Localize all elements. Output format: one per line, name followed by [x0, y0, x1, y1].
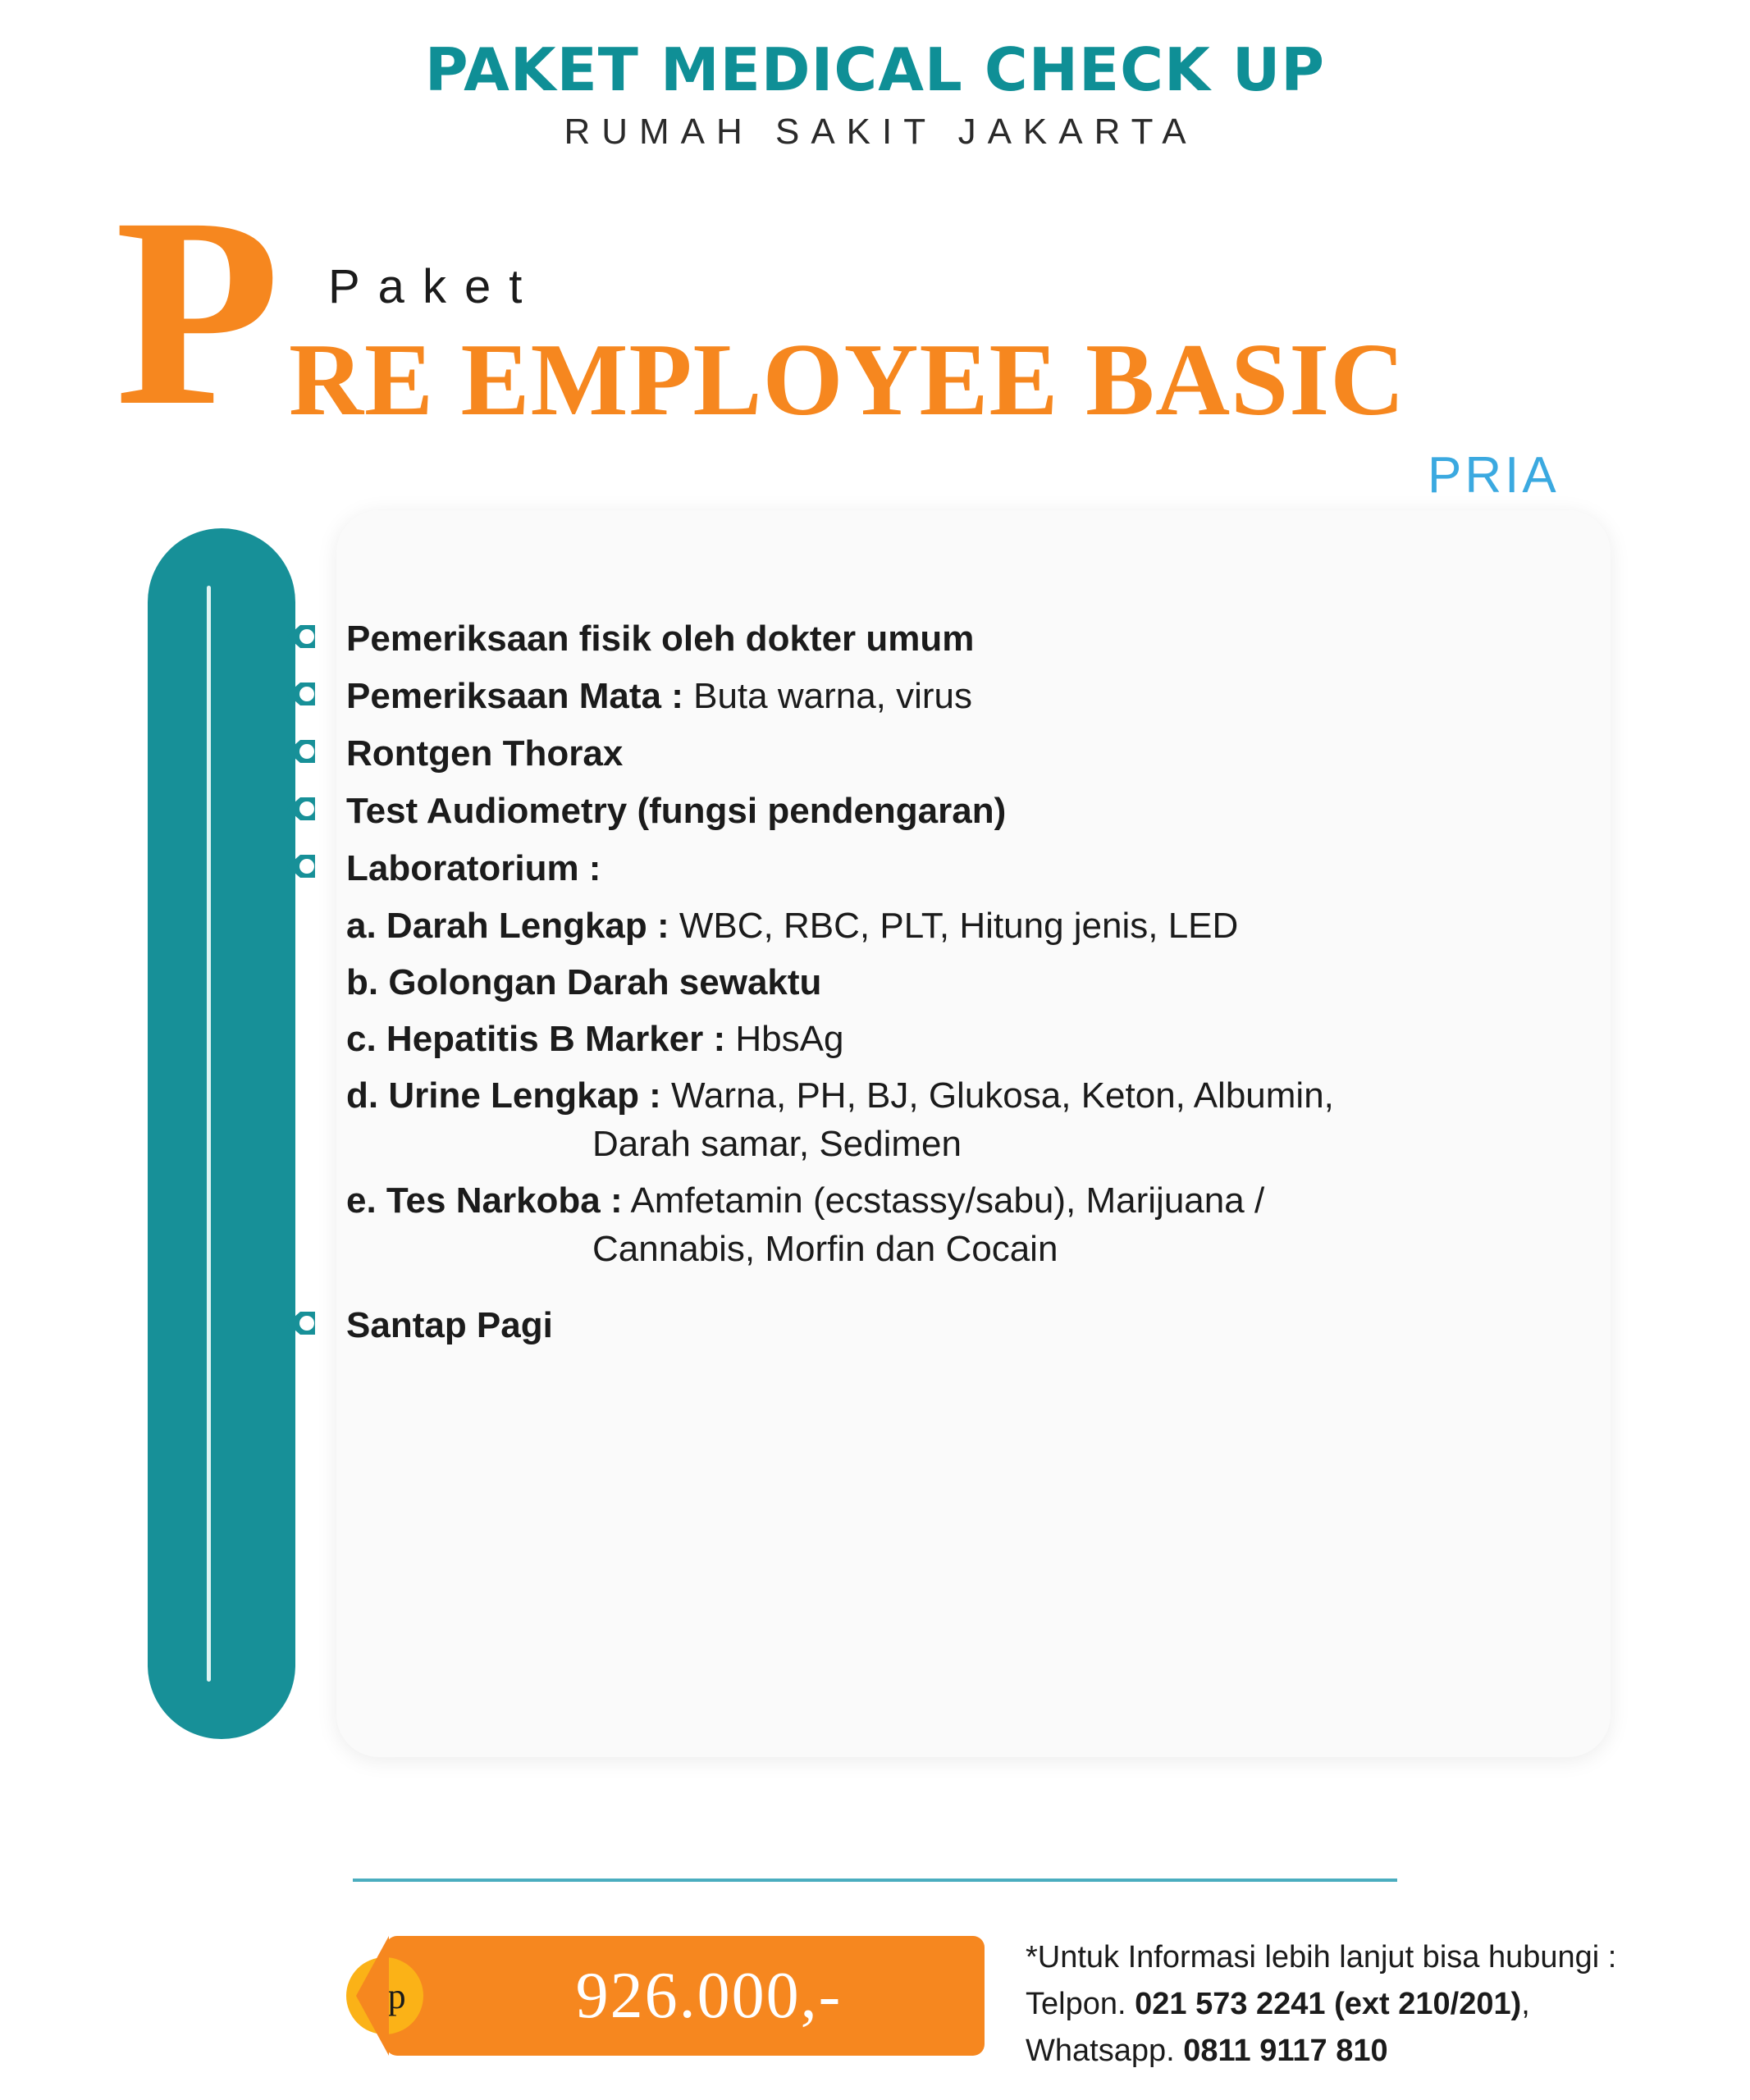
list-item [287, 615, 1545, 663]
list-item-label: Laboratorium : [346, 847, 601, 888]
contact-info [1026, 1934, 1616, 2075]
list-item-text [346, 791, 1006, 831]
page-footer [0, 1920, 1750, 2100]
lab-item-value: Warna, PH, BJ, Glukosa, Keton, Albumin, [660, 1075, 1334, 1116]
lab-item-continuation: Cannabis, Morfin dan Cocain [592, 1228, 1058, 1269]
lab-item-label: a. Darah Lengkap : [346, 905, 669, 946]
price-badge [363, 1936, 985, 2056]
diamond-bullet-icon [287, 620, 323, 653]
list-item [287, 1302, 1545, 1349]
card-teal-bar [148, 528, 295, 1739]
contact-phone-label: Telpon. [1026, 1987, 1126, 2021]
lab-item [287, 959, 1545, 1007]
lab-item-label: e. Tes Narkoba : [346, 1180, 623, 1221]
lab-item-value: HbsAg [725, 1018, 844, 1059]
lab-item-label: b. Golongan Darah sewaktu [346, 961, 822, 1002]
contact-phone-row [1026, 1981, 1616, 2028]
lab-item [287, 1016, 1545, 1064]
service-list [287, 615, 1545, 1359]
card-teal-accent-line [207, 586, 211, 1682]
lab-item-value: Amfetamin (ecstassy/sabu), Marijuana / [622, 1180, 1265, 1221]
list-item-label: Pemeriksaan fisik oleh dokter umum [346, 618, 975, 659]
list-item-text [346, 619, 974, 659]
lab-item-label: c. Hepatitis B Marker : [346, 1018, 726, 1059]
header-title: PAKET MEDICAL CHECK UP [424, 35, 1326, 104]
contact-phone-suffix: , [1521, 1987, 1530, 2021]
list-item-label: Santap Pagi [346, 1304, 553, 1345]
lab-item-continuation: Darah samar, Sedimen [592, 1123, 962, 1164]
footer-divider [353, 1879, 1397, 1882]
package-eyebrow: Paket [328, 259, 541, 313]
contact-whatsapp-value: 0811 9117 810 [1183, 2034, 1388, 2068]
package-title-block [0, 162, 1750, 504]
lab-item [287, 1072, 1545, 1169]
list-item-value: Buta warna, virus [683, 675, 973, 716]
list-item [287, 788, 1545, 835]
diamond-bullet-icon [287, 1307, 323, 1340]
list-item-label: Rontgen Thorax [346, 733, 624, 774]
lab-item [287, 902, 1545, 951]
list-item [287, 730, 1545, 778]
diamond-bullet-icon [287, 678, 323, 710]
package-name: RE EMPLOYEE BASIC [289, 322, 1406, 437]
list-item-text [346, 1305, 553, 1345]
currency-symbol-text: Rp [363, 1975, 406, 2016]
lab-item [287, 1177, 1545, 1274]
diamond-bullet-icon [287, 792, 323, 825]
diamond-bullet-icon [287, 735, 323, 768]
contact-info-line: *Untuk Informasi lebih lanjut bisa hubungi : [1026, 1940, 1617, 1974]
list-item [287, 673, 1545, 720]
contact-whatsapp-row [1026, 2028, 1616, 2075]
currency-symbol [346, 1957, 423, 2034]
list-item-label: Pemeriksaan Mata : [346, 675, 683, 716]
list-item-text [346, 848, 601, 888]
lab-item-value: WBC, RBC, PLT, Hitung jenis, LED [669, 905, 1239, 946]
package-card [148, 510, 1611, 1757]
lab-item-label: d. Urine Lengkap : [346, 1075, 661, 1116]
list-item-text [346, 733, 623, 774]
header-subtitle: RUMAH SAKIT JAKARTA [564, 111, 1198, 152]
page-header [0, 0, 1750, 153]
diamond-bullet-icon [287, 850, 323, 883]
list-item-label: Test Audiometry (fungsi pendengaran) [346, 790, 1007, 831]
list-item-text [346, 676, 972, 716]
contact-whatsapp-label: Whatsapp. [1026, 2034, 1175, 2068]
contact-phone-value: 021 573 2241 (ext 210/201) [1135, 1987, 1522, 2021]
package-dropcap: P [115, 162, 281, 462]
price-value: 926.000,- [575, 1959, 843, 2032]
package-gender: PRIA [1428, 446, 1560, 504]
list-item [287, 845, 1545, 892]
